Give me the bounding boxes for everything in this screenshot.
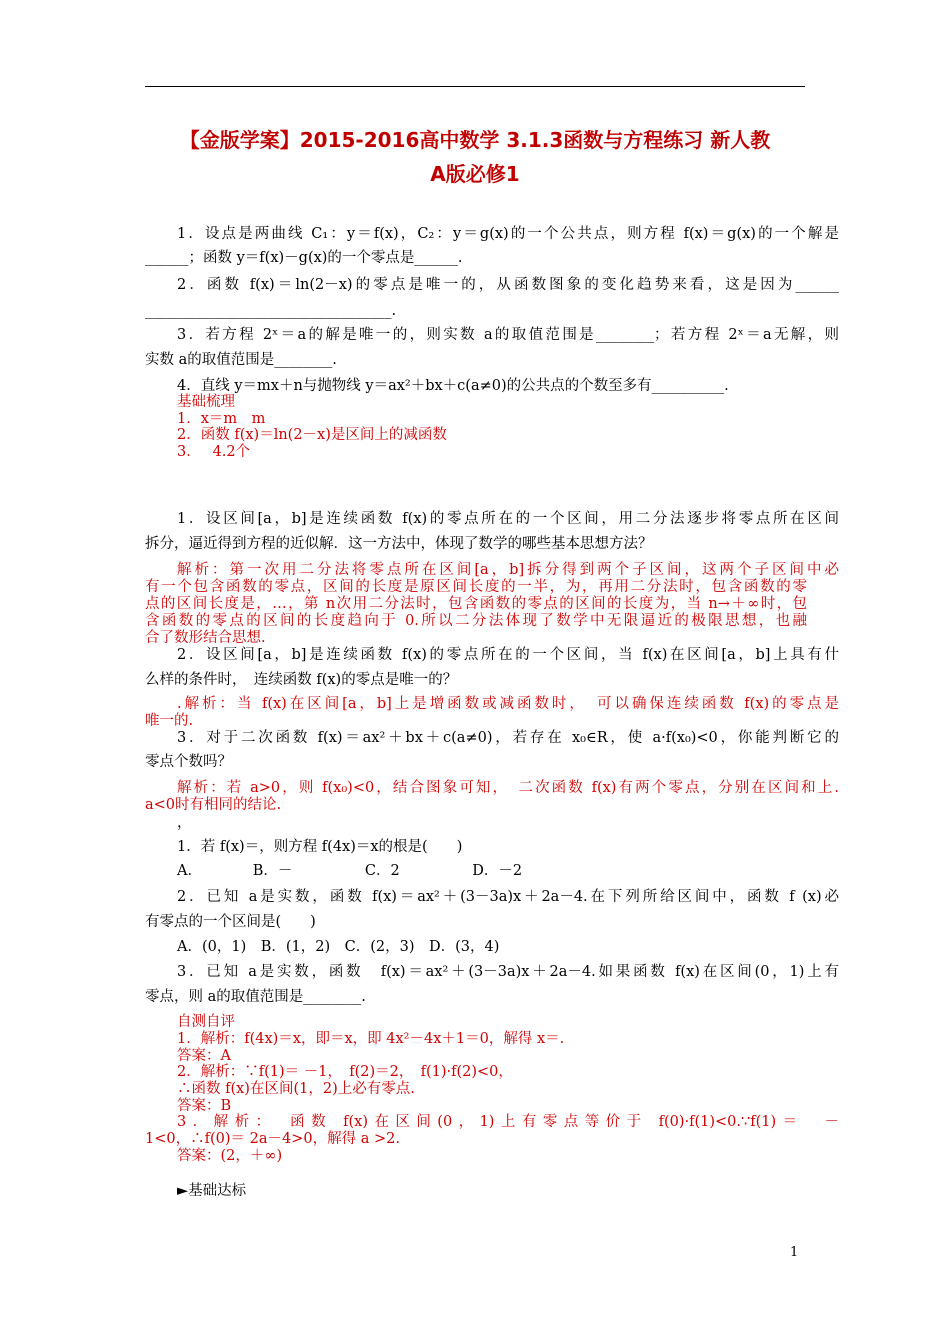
text-line: 2．函数 f(x)＝ln(2－x)的零点是唯一的，从函数图象的变化趋势来看，这是因为______ [177, 277, 839, 293]
text-line: 含函数的零点的区间的长度趋向于 0.所以二分法体现了数学中无限逼近的极限思想，也融 [145, 613, 807, 629]
text-line: 3．若方程 2ˣ＝a的解是唯一的，则实数 a的取值范围是________；若方程 2ˣ＝a无解，则 [177, 327, 839, 343]
text-line: 2．解析：∵f(1)＝ －1， f(2)＝2， f(1)·f(2)<0， [177, 1064, 513, 1080]
text-line: 答案：A [177, 1048, 231, 1064]
text-line: 有零点的一个区间是( ) [145, 914, 316, 930]
page-number: 1 [790, 1245, 799, 1260]
text-line: 4．直线 y＝mx＋n与抛物线 y＝ax²＋bx＋c(a≠0)的公共点的个数至多有__________. [177, 378, 729, 394]
text-line: 2．已知 a是实数，函数 f(x)＝ax²＋(3－3a)x＋2a－4.在下列所给区间中，函数 f (x)必 [177, 889, 839, 905]
text-line: ∴函数 f(x)在区间(1，2)上必有零点. [177, 1081, 415, 1097]
text-line: A．(0，1) B．(1，2) C．(2，3) D．(3，4) [177, 939, 500, 955]
text-line: A． B．－ C．2 D．－2 [177, 863, 523, 879]
text-line: 答案：(2，＋∞) [177, 1148, 283, 1164]
text-line: 2．设区间[a，b]是连续函数 f(x)的零点所在的一个区间，当 f(x)在区间[a，b]上具有什 [177, 647, 839, 663]
text-line: 1．设区间[a，b]是连续函数 f(x)的零点所在的一个区间，用二分法逐步将零点所在区间 [177, 511, 839, 527]
document-title-line-2: A版必修1 [430, 162, 520, 186]
text-line: 有一个包含函数的零点，区间的长度是原区间长度的一半，为，再用二分法时，包含函数的零 [145, 579, 807, 595]
text-line: 3．解析： 函数 f(x)在区间(0，1)上有零点等价于 f(0)·f(1)<0.∵f(1)＝ － [177, 1114, 839, 1130]
text-line: ______；函数 y＝f(x)－g(x)的一个零点是______. [145, 250, 463, 266]
text-line: 基础梳理 [177, 394, 235, 410]
text-line: 1．x＝m m [177, 411, 266, 427]
text-line: 点的区间长度是，…，第 n次用二分法时，包含函数的零点的区间的长度为，当 n→＋∞时，包 [145, 596, 807, 612]
text-line: 解析：第一次用二分法将零点所在区间[a，b]拆分得到两个子区间，这两个子区间中必 [177, 562, 839, 578]
text-line: ， [177, 815, 192, 831]
text-line: 合了数形结合思想. [145, 630, 266, 646]
text-line: __________________________________. [145, 303, 397, 319]
text-line: 1．解析：f(4x)＝x，即＝x，即 4x²－4x＋1＝0，解得 x＝. [177, 1031, 565, 1047]
text-line: 零点个数吗？ [145, 754, 232, 770]
text-line: 解析：若 a>0，则 f(x₀)<0，结合图象可知， 二次函数 f(x)有两个零点，分别在区间和上. [177, 780, 839, 796]
document-title-line-1: 【金版学案】2015-2016高中数学 3.1.3函数与方程练习 新人教 [179, 128, 771, 152]
text-line: 零点，则 a的取值范围是________. [145, 989, 366, 1005]
text-line: 自测自评 [177, 1014, 235, 1030]
text-line: 实数 a的取值范围是________. [145, 352, 337, 368]
text-line: ►基础达标 [177, 1183, 247, 1199]
text-line: .解析：当 f(x)在区间[a，b]上是增函数或减函数时， 可以确保连续函数 f(x)的零点是 [177, 696, 839, 712]
text-line: 1<0，∴f(0)＝ 2a－4>0，解得 a >2. [145, 1131, 400, 1147]
text-line: 1．设点是两曲线 C₁：y＝f(x)，C₂：y＝g(x)的一个公共点，则方程 f(x)＝g(x)的一个解是 [177, 226, 839, 242]
text-line: 2．函数 f(x)＝ln(2－x)是区间上的减函数 [177, 427, 447, 443]
text-line: 3．已知 a是实数，函数 f(x)＝ax²＋(3－3a)x＋2a－4.如果函数 f(x)在区间(0，1)上有 [177, 964, 839, 980]
text-line: 么样的条件时， 连续函数 f(x)的零点是唯一的？ [145, 672, 458, 688]
header-rule [145, 86, 805, 87]
text-line: 唯一的. [145, 713, 194, 729]
text-line: 答案：B [177, 1098, 232, 1114]
text-line: 拆分，逼近得到方程的近似解．这一方法中，体现了数学的哪些基本思想方法？ [145, 536, 653, 552]
text-line: 1．若 f(x)＝，则方程 f(4x)＝x的根是( ) [177, 839, 463, 855]
text-line: 3．对于二次函数 f(x)＝ax²＋bx＋c(a≠0)，若存在 x₀∈R，使 a·f(x₀)<0，你能判断它的 [177, 730, 839, 746]
text-line: 3． 4.2个 [177, 444, 251, 460]
text-line: a<0时有相同的结论. [145, 797, 282, 813]
